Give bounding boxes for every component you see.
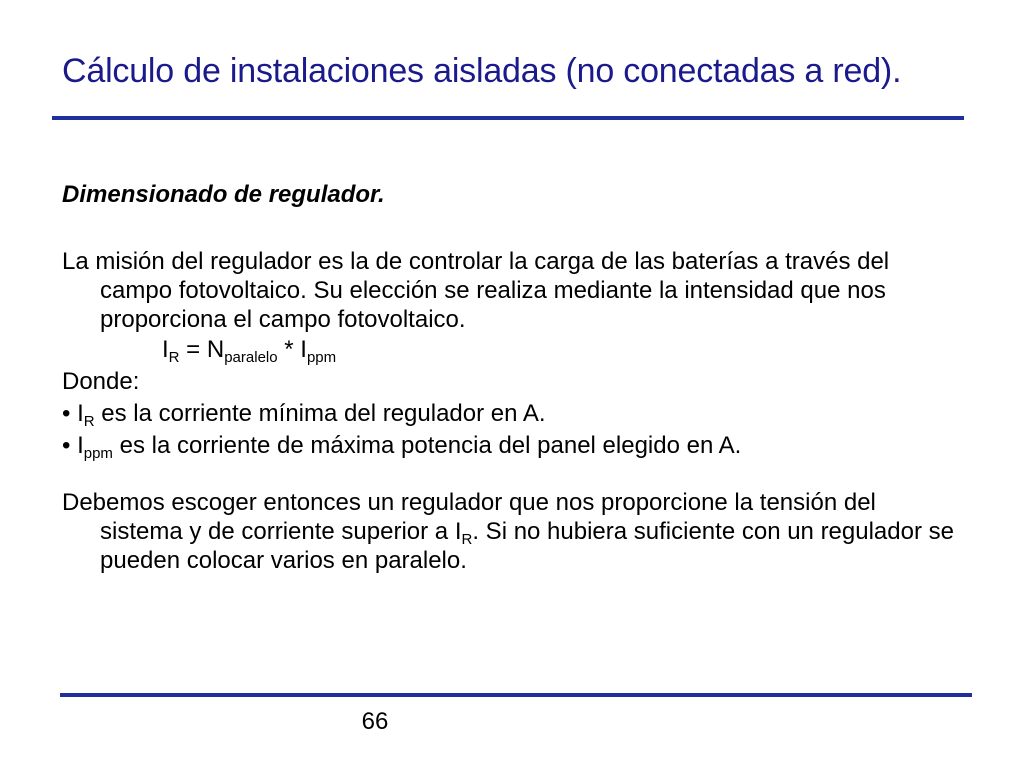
bullet-text: es la corriente de máxima potencia del panel elegido en A. [112,432,742,459]
slide-content [62,180,962,575]
section-heading: Dimensionado de regulador. [62,181,385,208]
conclusion-text-end: . Si no hubiera suficiente con un regulador se pueden colocar varios en paralelo. [100,518,954,574]
formula-equals: = [179,336,207,363]
footer-divider [60,693,972,697]
bullet-sub: ppm [83,445,113,462]
regulator-formula [62,334,962,366]
conclusion-text-start: Debemos escoger entonces un regulador que nos proporcione la tensión del sistema y de corriente superior a [62,489,876,545]
bullet-item [62,398,962,430]
bullet-marker: • [62,432,78,459]
bullet-item [62,430,962,462]
formula-i-sub: ppm [306,349,337,366]
page-number: 66 [361,708,389,735]
formula-n-var: N [206,336,225,363]
conclusion-var: I [454,518,462,545]
bullet-text: es la corriente mínima del regulador en A. [94,400,546,427]
conclusion-sub: R [461,531,473,548]
slide-title [62,52,962,91]
formula-lhs-sub: R [168,349,180,366]
bullet-sub: R [83,413,95,430]
donde-label: Donde: [62,368,140,395]
bullet-var: I [77,400,84,427]
formula-i-var: I [300,336,307,363]
bullet-marker: • [62,400,78,427]
intro-paragraph: La misión del regulador es la de controlar la carga de las baterías a través del campo fotovoltaico. Su elección se realiza mediante la intensidad que nos proporciona el campo fotovoltaico. [62,248,890,333]
formula-lhs-var: I [162,336,169,363]
conclusion-paragraph [62,488,962,575]
formula-times: * [277,336,301,363]
bullet-var: I [77,432,84,459]
title-divider [52,116,964,120]
formula-n-sub: paralelo [224,349,278,366]
slide-title-text: Cálculo de instalaciones aisladas (no conectadas a red) [62,52,893,90]
slide-title-period: . [892,52,902,90]
